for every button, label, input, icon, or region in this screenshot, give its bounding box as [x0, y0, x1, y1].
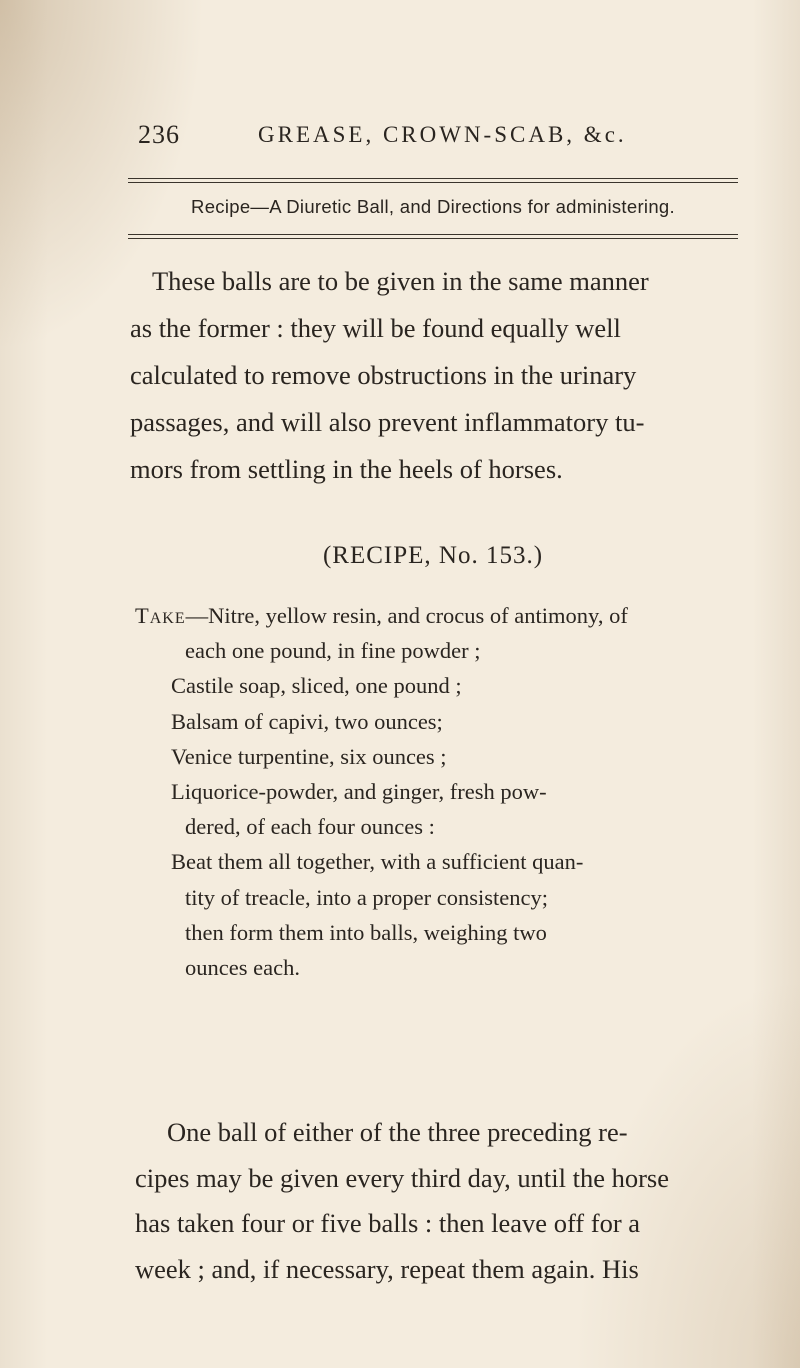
paragraph-line: has taken four or five balls : then leave off for a: [135, 1208, 641, 1238]
page-header: [138, 120, 758, 160]
paragraph-line: passages, and will also prevent inflammatory tu-: [130, 407, 645, 437]
running-title: GREASE, CROWN-SCAB, &c.: [258, 122, 627, 147]
page-number: 236: [138, 120, 180, 149]
recipe-line: Castile soap, sliced, one pound ;: [171, 673, 462, 699]
top-rule: [128, 178, 738, 183]
paragraph-line: These balls are to be given in the same manner: [152, 266, 649, 296]
recipe-line: Liquorice-powder, and ginger, fresh pow-: [171, 779, 547, 805]
recipe-first-line-text: —Nitre, yellow resin, and crocus of antimony, of: [185, 603, 628, 628]
recipe-line: Beat them all together, with a sufficient quan-: [171, 849, 584, 875]
recipe-first-line: [135, 598, 755, 633]
bottom-rule: [128, 234, 738, 239]
recipe-line: Balsam of capivi, two ounces;: [171, 708, 443, 734]
recipe-title: (RECIPE, No. 153.): [322, 542, 544, 569]
section-subheading: Recipe—A Diuretic Ball, and Directions for administering.: [191, 196, 675, 217]
recipe-line: each one pound, in fine powder ;: [185, 638, 481, 664]
recipe-line: Venice turpentine, six ounces ;: [171, 743, 447, 769]
recipe-body: [135, 598, 755, 985]
recipe-line: dered, of each four ounces :: [185, 814, 435, 840]
paragraph-line: as the former : they will be found equally well: [130, 313, 621, 343]
paragraph-line: week ; and, if necessary, repeat them again. His: [135, 1253, 639, 1284]
intro-paragraph: [130, 258, 740, 493]
take-word: Take: [135, 603, 186, 628]
paragraph-line: mors from settling in the heels of horses.: [130, 454, 563, 484]
paragraph-line: cipes may be given every third day, until the horse: [135, 1162, 670, 1193]
recipe-line: then form them into balls, weighing two: [185, 919, 547, 945]
paragraph-line: calculated to remove obstructions in the urinary: [130, 360, 637, 390]
recipe-line: ounces each.: [185, 955, 300, 981]
paragraph-line: One ball of either of the three preceding re-: [167, 1117, 628, 1147]
recipe-line: tity of treacle, into a proper consistency;: [185, 884, 548, 910]
closing-paragraph: [135, 1110, 745, 1292]
